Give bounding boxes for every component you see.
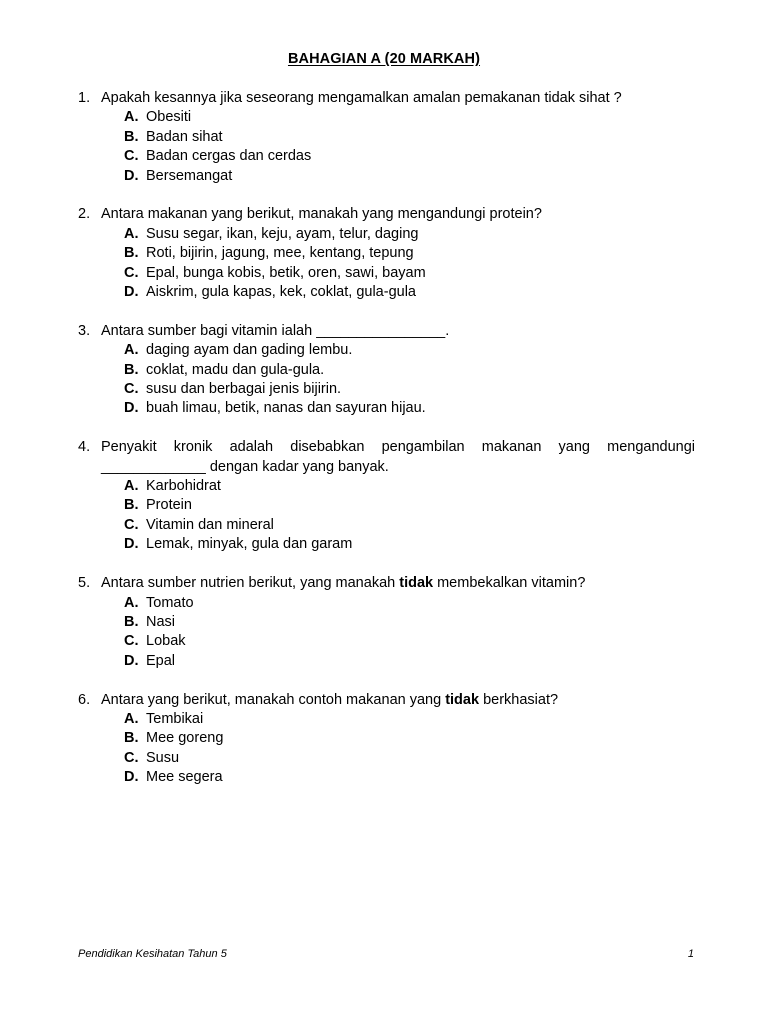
option-letter: D. xyxy=(124,400,139,417)
option-d xyxy=(124,399,695,418)
option-c xyxy=(124,380,695,399)
question-text: Antara sumber bagi vitamin ialah ________________. xyxy=(101,322,450,339)
question-list xyxy=(78,89,695,807)
option-text: daging ayam dan gading lembu. xyxy=(146,342,353,359)
option-b xyxy=(124,361,695,380)
option-text: Protein xyxy=(146,497,192,514)
option-c xyxy=(124,516,695,535)
option-letter: B. xyxy=(124,497,139,514)
question-text: Antara makanan yang berikut, manakah yang mengandungi protein? xyxy=(101,206,542,223)
question-text-emphasis: tidak xyxy=(445,691,480,708)
option-text: Tembikai xyxy=(146,710,204,727)
option-text: Lemak, minyak, gula dan garam xyxy=(146,536,353,553)
option-b xyxy=(124,496,695,515)
option-letter: C. xyxy=(124,516,139,533)
option-letter: C. xyxy=(124,749,139,766)
option-text: Bersemangat xyxy=(146,167,233,184)
option-text: Aiskrim, gula kapas, kek, coklat, gula-gula xyxy=(146,284,416,301)
option-c xyxy=(124,632,695,651)
question-number: 3. xyxy=(78,322,91,339)
question-4 xyxy=(78,438,695,554)
option-list xyxy=(78,594,695,672)
question-text: Apakah kesannya jika seseorang mengamalkan amalan pemakanan tidak sihat ? xyxy=(101,90,622,106)
option-text: Badan cergas dan cerdas xyxy=(146,148,312,165)
option-text: Badan sihat xyxy=(146,128,223,145)
option-letter: A. xyxy=(124,342,139,359)
option-text: Vitamin dan mineral xyxy=(146,516,274,533)
option-b xyxy=(124,244,695,263)
footer-subject: Pendidikan Kesihatan Tahun 5 xyxy=(78,948,227,960)
option-letter: B. xyxy=(124,128,139,145)
question-number: 5. xyxy=(78,575,91,592)
question-number: 4. xyxy=(78,439,91,456)
question-number: 1. xyxy=(78,90,91,106)
option-letter: C. xyxy=(124,148,139,165)
option-b xyxy=(124,613,695,632)
option-text: Susu segar, ikan, keju, ayam, telur, daging xyxy=(146,225,419,242)
option-letter: D. xyxy=(124,536,139,553)
question-text xyxy=(101,574,695,593)
option-text: Mee goreng xyxy=(146,730,224,747)
question-text-after: berkhasiat? xyxy=(479,691,559,708)
option-d xyxy=(124,652,695,671)
option-letter: D. xyxy=(124,652,139,669)
option-text: coklat, madu dan gula-gula. xyxy=(146,361,325,378)
option-letter: B. xyxy=(124,361,139,378)
option-d xyxy=(124,768,695,787)
option-a xyxy=(124,108,695,127)
option-a xyxy=(124,594,695,613)
question-number: 6. xyxy=(78,691,91,708)
question-6 xyxy=(78,691,695,788)
option-letter: C. xyxy=(124,264,139,281)
option-letter: B. xyxy=(124,613,139,630)
option-list xyxy=(78,108,695,186)
option-text: Tomato xyxy=(146,594,194,611)
option-text: Epal xyxy=(146,652,176,669)
option-d xyxy=(124,283,695,302)
question-number: 2. xyxy=(78,206,91,223)
option-a xyxy=(124,710,695,729)
question-text-after: membekalkan vitamin? xyxy=(433,575,586,592)
option-c xyxy=(124,147,695,166)
option-letter: A. xyxy=(124,710,139,727)
option-letter: C. xyxy=(124,381,139,398)
section-title: BAHAGIAN A (20 MARKAH) xyxy=(287,51,481,67)
option-text: Nasi xyxy=(146,613,176,630)
option-list xyxy=(78,341,695,419)
question-text-before: Antara yang berikut, manakah contoh makanan yang xyxy=(101,691,446,708)
option-d xyxy=(124,535,695,554)
question-text xyxy=(101,691,695,710)
option-list xyxy=(78,477,695,555)
option-letter: A. xyxy=(124,109,139,126)
question-1 xyxy=(78,89,695,186)
option-list xyxy=(78,710,695,788)
option-text: Obesiti xyxy=(146,109,192,126)
option-text: susu dan berbagai jenis bijirin. xyxy=(146,381,342,398)
option-text: Epal, bunga kobis, betik, oren, sawi, bayam xyxy=(146,264,426,281)
option-letter: A. xyxy=(124,478,139,495)
option-a xyxy=(124,341,695,360)
option-text: Lobak xyxy=(146,633,186,650)
option-letter: D. xyxy=(124,167,139,184)
option-c xyxy=(124,749,695,768)
option-text: Mee segera xyxy=(146,769,223,786)
option-text: buah limau, betik, nanas dan sayuran hijau. xyxy=(146,400,426,417)
footer-page-number: 1 xyxy=(687,948,694,960)
option-text: Karbohidrat xyxy=(146,478,221,495)
option-letter: B. xyxy=(124,730,139,747)
option-text: Roti, bijirin, jagung, mee, kentang, tepung xyxy=(146,245,414,262)
question-text: Penyakit kronik adalah disebabkan pengambilan makanan yang mengandungi xyxy=(101,439,695,456)
question-text-emphasis: tidak xyxy=(399,575,434,592)
option-b xyxy=(124,729,695,748)
option-letter: D. xyxy=(124,284,139,301)
question-text-continuation: _____________ dengan kadar yang banyak. xyxy=(101,458,389,475)
question-5 xyxy=(78,574,695,671)
option-b xyxy=(124,128,695,147)
question-text-before: Antara sumber nutrien berikut, yang manakah xyxy=(101,575,400,592)
option-d xyxy=(124,167,695,186)
option-letter: A. xyxy=(124,225,139,242)
option-list xyxy=(78,225,695,303)
option-letter: A. xyxy=(124,594,139,611)
option-letter: B. xyxy=(124,245,139,262)
question-3 xyxy=(78,322,695,419)
question-2 xyxy=(78,205,695,302)
option-a xyxy=(124,477,695,496)
option-text: Susu xyxy=(146,749,180,766)
option-c xyxy=(124,264,695,283)
option-letter: D. xyxy=(124,769,139,786)
option-a xyxy=(124,225,695,244)
option-letter: C. xyxy=(124,633,139,650)
